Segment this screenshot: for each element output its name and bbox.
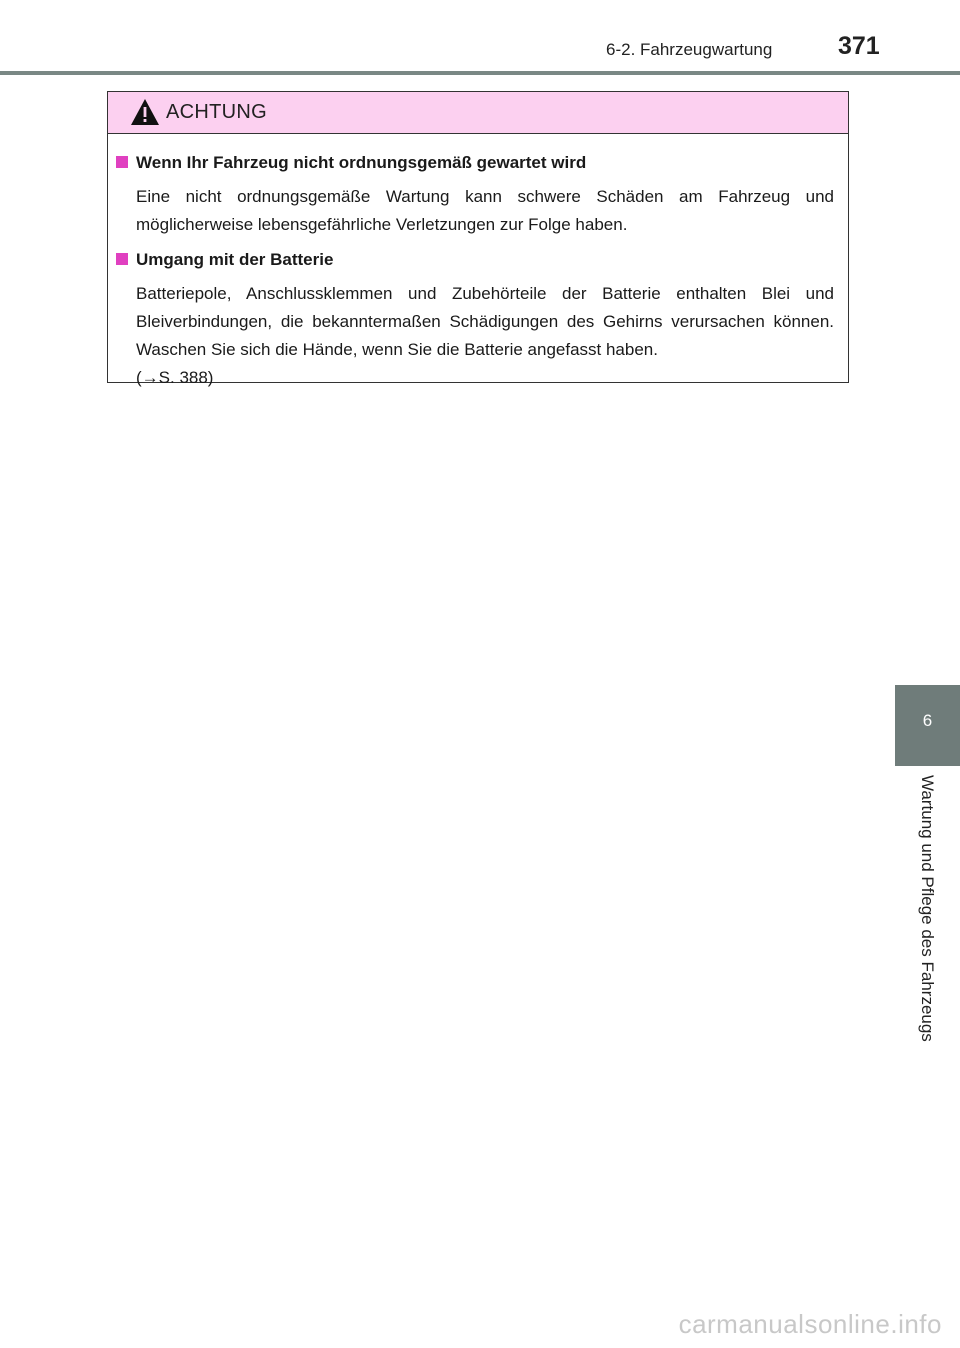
warning-title: ACHTUNG xyxy=(166,101,267,123)
warning-item-text xyxy=(114,280,834,392)
heading-text: Umgang mit der Batterie xyxy=(136,250,334,269)
warning-header xyxy=(108,92,848,134)
page-reference-link[interactable]: (→S. 388) xyxy=(136,368,214,387)
warning-item-text: Eine nicht ordnungsgemäße Wartung kann schwere Schäden am Fahrzeug und möglicherweise lebensgefährliche Verletzungen zur Folge haben. xyxy=(136,187,834,234)
chapter-tab[interactable] xyxy=(895,685,960,766)
page-number: 371 xyxy=(838,32,880,60)
heading-text: Wenn Ihr Fahrzeug nicht ordnungsgemäß gewartet wird xyxy=(136,153,587,172)
chapter-number: 6 xyxy=(922,711,933,730)
warning-triangle-icon xyxy=(130,98,160,126)
watermark: carmanualsonline.info xyxy=(678,1309,942,1339)
square-bullet-icon xyxy=(116,156,128,168)
header-divider xyxy=(0,71,960,75)
chapter-title: Wartung und Pflege des Fahrzeugs xyxy=(918,775,937,1042)
chapter-title-wrapper xyxy=(895,775,960,1065)
warning-item-heading xyxy=(114,152,834,174)
header-section-title: 6-2. Fahrzeugwartung xyxy=(606,40,773,59)
square-bullet-icon xyxy=(116,253,128,265)
paragraph-text: Batteriepole, Anschlussklemmen und Zubehörteile der Batterie enthalten Blei und Bleiverbindungen, die bekanntermaßen Schädigungen des Gehirns verursachen können. Waschen Sie sich die Hände, wenn Sie die Batterie angefasst haben. xyxy=(136,284,834,359)
warning-body xyxy=(108,134,848,392)
warning-box xyxy=(107,91,849,387)
warning-item-heading xyxy=(114,249,834,271)
